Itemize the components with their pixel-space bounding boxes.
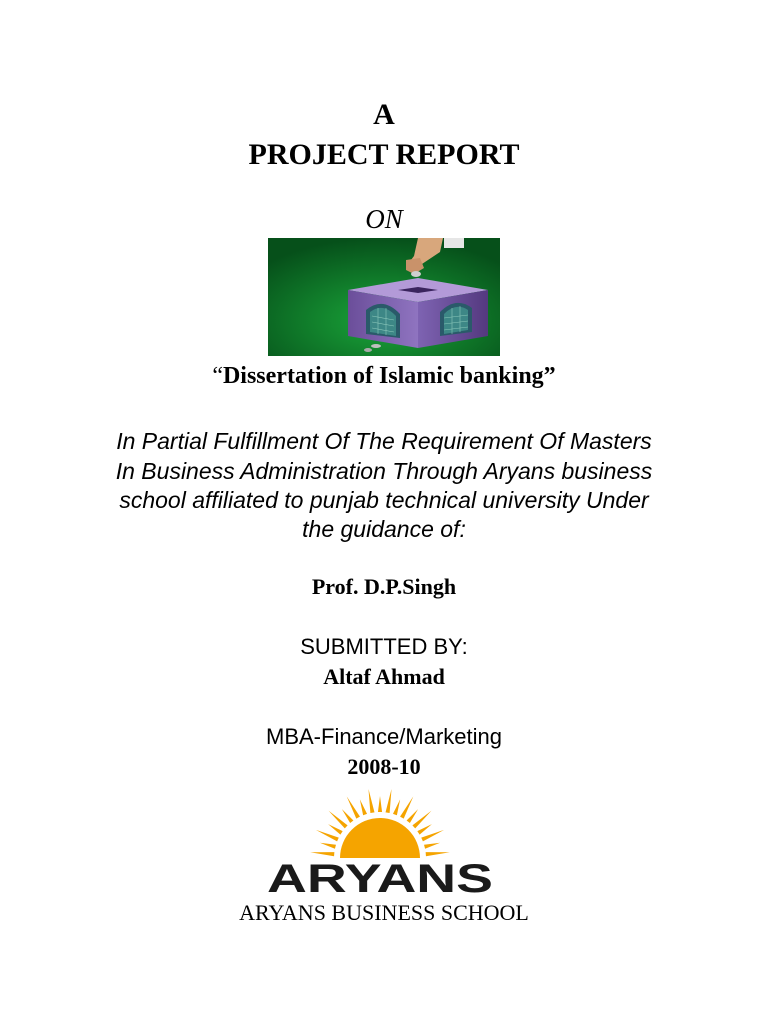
logo-text: ARYANS <box>267 857 493 898</box>
sun-ray <box>368 789 374 813</box>
sun-ray <box>316 830 339 842</box>
academic-year: 2008-10 <box>347 754 421 779</box>
author-name: Altaf Ahmad <box>323 664 445 689</box>
sun-icon <box>340 818 420 858</box>
on-label: ON <box>365 204 403 234</box>
school-name: ARYANS BUSINESS SCHOOL <box>239 900 529 925</box>
title-text: Dissertation of Islamic banking” <box>222 363 556 389</box>
sun-ray <box>360 799 367 815</box>
sun-ray <box>407 809 418 823</box>
sun-ray <box>426 852 450 856</box>
title-letter-a: A <box>373 98 395 131</box>
report-heading: PROJECT REPORT <box>248 138 520 171</box>
sun-ray <box>378 796 382 812</box>
sun-ray <box>347 796 360 818</box>
sun-ray <box>320 843 336 849</box>
islamic-banking-image <box>268 238 500 356</box>
description-line: the guidance of: <box>302 516 466 542</box>
sun-ray <box>328 824 343 835</box>
sun-ray <box>342 809 353 823</box>
sun-ray <box>424 843 440 849</box>
guide-name: Prof. D.P.Singh <box>311 574 457 599</box>
course-name: MBA-Finance/Marketing <box>266 724 502 749</box>
description-line: In Business Administration Through Aryans business <box>115 458 653 484</box>
sun-ray <box>386 789 392 813</box>
sun-ray <box>421 830 444 842</box>
title-open-quote: “ <box>212 363 223 389</box>
description-line: school affiliated to punjab technical university Under <box>119 487 649 513</box>
dissertation-title <box>0 363 768 390</box>
aryans-logo <box>262 786 498 898</box>
submitted-by-label: SUBMITTED BY: <box>300 634 468 659</box>
sun-ray <box>417 824 432 835</box>
sun-ray <box>400 796 413 818</box>
sun-ray <box>393 799 400 815</box>
description-line: In Partial Fulfillment Of The Requirement Of Masters <box>116 428 652 454</box>
sun-ray <box>310 852 334 856</box>
